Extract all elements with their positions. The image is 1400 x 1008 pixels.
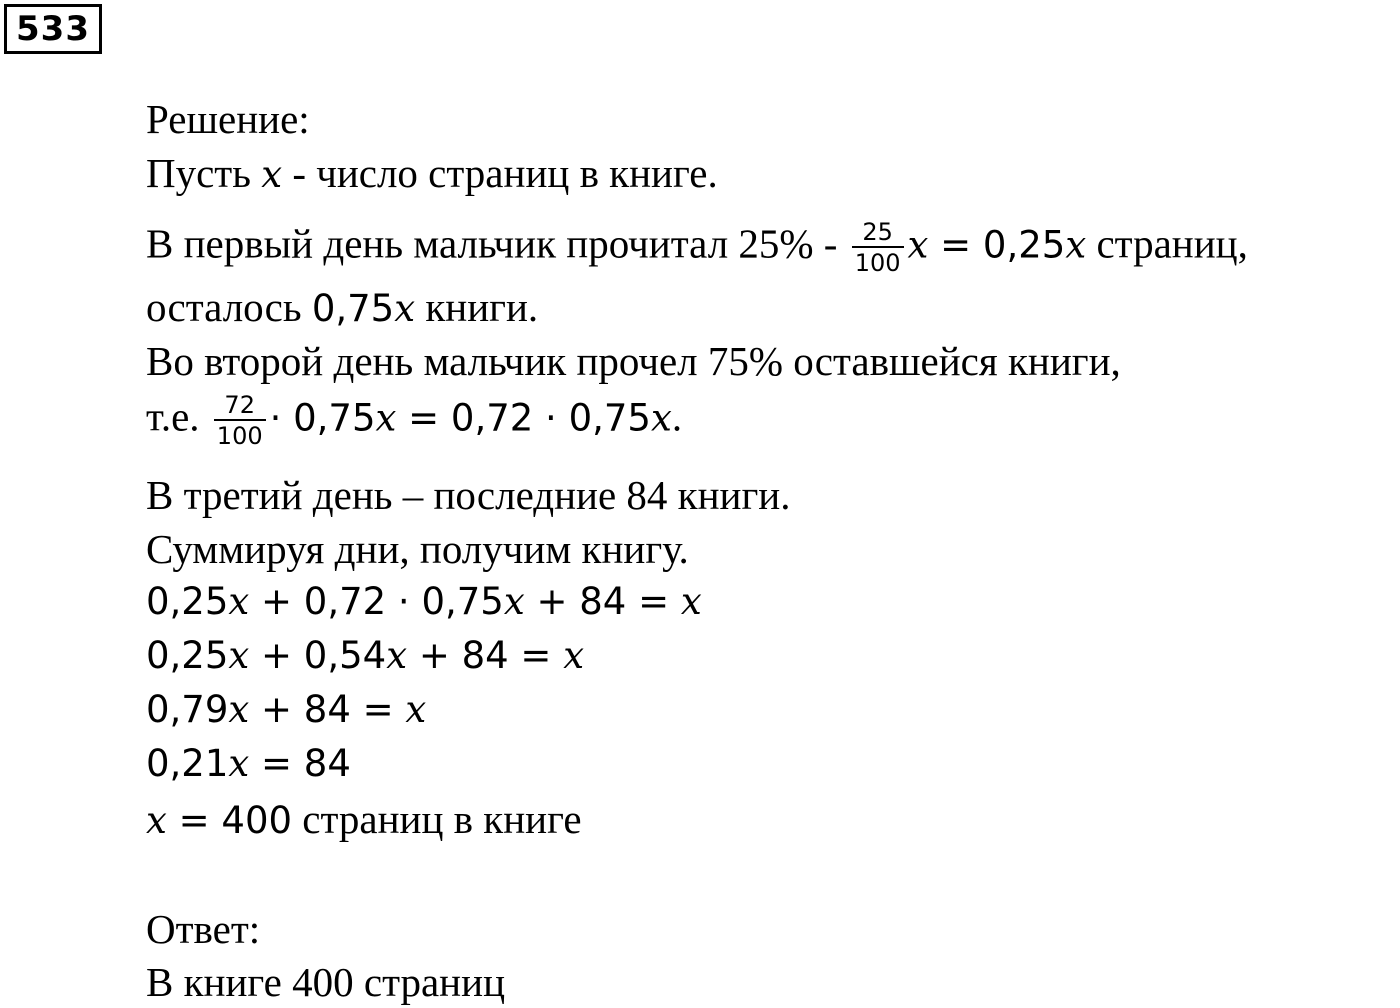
var-x: x [261,153,283,196]
numerator: 72 [224,391,255,419]
var-x: x [375,396,397,440]
line-third-day: В третий день – последние 84 книги. [146,472,791,518]
math: · 0,75 [269,396,376,440]
equation-5 [146,796,582,842]
text: т.е. [146,393,210,440]
text: Пусть [146,150,262,196]
line-ie [146,392,682,450]
math: = 84 [249,742,351,785]
math: 0,25 [146,580,229,623]
var-x: x [228,742,250,785]
solution-label: Решение: [146,96,310,142]
line-first-day [146,219,1248,277]
fraction-25-100 [852,219,904,277]
text: осталось [146,284,312,330]
var-x: x [907,223,929,267]
math: = 0,25 [928,223,1066,267]
var-x: x [680,580,702,623]
var-x: x [650,396,672,440]
math: 0,25 [146,634,229,677]
text: книги. [415,284,539,330]
math: + 0,72 · 0,75 [249,580,504,623]
text: - число страниц в книге. [282,150,718,196]
var-x: x [394,287,416,330]
line-remaining [146,284,539,330]
var-x: x [1065,223,1087,267]
problem-number: 533 [4,4,102,54]
equation-4 [146,742,351,785]
text: . [671,393,683,440]
math: + 84 = [249,688,406,731]
var-x: x [146,799,167,842]
math: + 84 = [407,634,564,677]
answer-label: Ответ: [146,906,261,952]
text: страниц в книге [292,796,582,842]
text: В первый день мальчик прочитал 25% - [146,220,848,267]
math: + 0,54 [249,634,387,677]
math: 0,75 [311,287,395,330]
answer-text: В книге 400 страниц [146,959,506,1005]
denominator: 100 [214,419,266,450]
fraction-72-100 [214,392,266,450]
var-x: x [503,580,525,623]
numerator: 25 [862,218,893,246]
line-summing: Суммируя дни, получим книгу. [146,526,689,572]
equation-3 [146,688,427,731]
var-x: x [405,688,427,731]
denominator: 100 [852,246,904,277]
var-x: x [228,688,250,731]
equation-2 [146,634,585,677]
line-second-day: Во второй день мальчик прочел 75% оставшейся книги, [146,338,1121,384]
math: = 0,72 · 0,75 [396,396,651,440]
math: 0,79 [146,688,229,731]
equation-1 [146,580,702,623]
line-let-x [146,150,718,196]
var-x: x [563,634,585,677]
math: 0,21 [146,742,229,785]
math: + 84 = [524,580,681,623]
text: страниц, [1086,220,1248,267]
var-x: x [228,634,250,677]
var-x: x [386,634,408,677]
math: = 400 [166,799,293,842]
var-x: x [228,580,250,623]
